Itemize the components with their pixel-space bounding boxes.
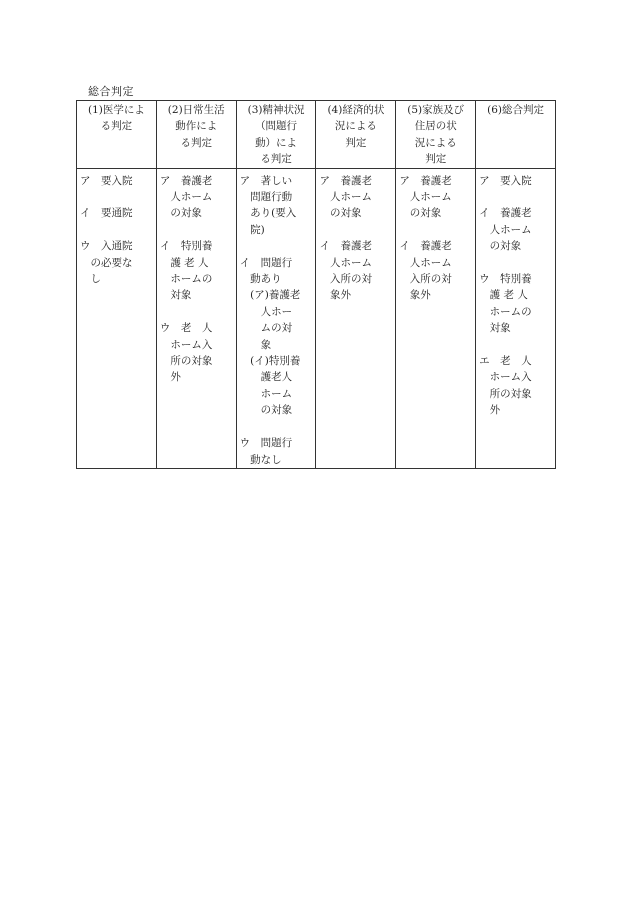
header-line: る判定 <box>100 120 133 133</box>
header-line: (5)家族及び <box>407 104 465 116</box>
option-line: 問題行動 <box>239 191 293 204</box>
option-line: エ 老 人 <box>479 355 532 368</box>
header-line: る判定 <box>180 136 212 149</box>
option-spacer <box>479 337 552 353</box>
option-line: 所の対象 <box>159 355 213 368</box>
option-line: の対象 <box>159 207 202 220</box>
option-line: 護老人 <box>239 371 293 384</box>
option-line: あり(要入 <box>239 207 297 220</box>
option-line: 外 <box>159 371 181 384</box>
option-spacer <box>240 419 313 435</box>
option-line: ウ 特別養 <box>479 273 532 286</box>
body-cell-mental <box>236 168 316 468</box>
header-line: (3)精神状況 <box>247 104 305 116</box>
header-line: 動作によ <box>175 120 218 133</box>
option-line: ホーム入 <box>479 371 532 384</box>
option-line: の対象 <box>479 240 522 253</box>
option-line: 護 老 人 <box>479 289 528 302</box>
option-line: し <box>80 273 101 286</box>
option-line: ホームの <box>479 305 532 318</box>
option-line: イ 養護老 <box>479 207 532 220</box>
header-line: る判定 <box>260 153 292 166</box>
option-line: 動あり <box>239 273 282 286</box>
option-spacer <box>240 238 313 254</box>
option-spacer <box>160 222 233 238</box>
header-row <box>77 101 556 169</box>
option-line: (ア)養護老 <box>239 289 301 302</box>
option-line: ムの対 <box>239 322 293 335</box>
option-line: イ 特別養 <box>159 240 213 253</box>
header-cell-medical <box>77 101 157 169</box>
option-line: イ 養護老 <box>319 240 372 253</box>
option-line: 象 <box>239 338 272 351</box>
option-spacer <box>479 189 552 205</box>
option-line: ホーム <box>239 387 293 400</box>
option-line: の対象 <box>319 207 362 220</box>
header-line: 動）によ <box>255 136 298 149</box>
header-line: 況による <box>334 120 377 133</box>
option-line: ウ 入通院 <box>80 240 133 253</box>
body-cell-family-housing <box>396 168 476 468</box>
header-cell-mental <box>236 101 316 169</box>
option-line: 象外 <box>399 289 431 302</box>
body-cell-daily-living <box>156 168 236 468</box>
option-line: 所の対象 <box>479 387 532 400</box>
option-spacer <box>399 222 472 238</box>
option-line: ホームの <box>159 273 213 286</box>
option-line: イ 要通院 <box>80 207 133 220</box>
body-cell-economic <box>316 168 396 468</box>
option-line: 入所の対 <box>319 273 372 286</box>
option-line: 対象 <box>159 289 192 302</box>
option-line: 動なし <box>239 453 282 466</box>
header-cell-family-housing <box>396 101 476 169</box>
option-line: ウ 老 人 <box>159 322 213 335</box>
option-line: 人ホーム <box>159 191 213 204</box>
header-cell-daily-living <box>156 101 236 169</box>
option-line: ウ 問題行 <box>239 437 293 450</box>
header-line: 判定 <box>425 153 447 166</box>
option-spacer <box>319 222 392 238</box>
option-line: 院) <box>239 223 265 236</box>
option-line: の対象 <box>399 207 442 220</box>
header-line: (2)日常生活 <box>167 104 225 116</box>
option-line: (イ)特別養 <box>239 355 301 368</box>
body-cell-medical <box>77 168 157 468</box>
option-spacer <box>80 189 153 205</box>
option-line: 人ホーム <box>479 223 532 236</box>
header-line: 住居の状 <box>414 120 457 133</box>
option-line: 象外 <box>319 289 351 302</box>
header-cell-economic <box>316 101 396 169</box>
option-line: 対象 <box>479 322 511 335</box>
header-line: (4)経済的状 <box>327 104 385 116</box>
option-line: の必要な <box>80 256 133 269</box>
option-line: ア 著しい <box>239 174 293 187</box>
document-title: 総合判定 <box>88 85 134 98</box>
option-line: 人ホー <box>239 305 293 318</box>
header-line: 判定 <box>345 136 367 149</box>
body-row <box>77 168 556 468</box>
option-line: 入所の対 <box>399 273 452 286</box>
option-line: ア 養護老 <box>319 174 372 187</box>
header-cell-overall <box>476 101 556 169</box>
option-line: ア 要入院 <box>80 174 133 187</box>
option-line: ア 要入院 <box>479 174 532 187</box>
option-line: イ 養護老 <box>399 240 452 253</box>
option-line: 人ホーム <box>319 191 372 204</box>
option-line: ホーム入 <box>159 338 213 351</box>
header-line: 況による <box>414 136 457 149</box>
header-line: （問題行 <box>255 120 298 133</box>
option-line: イ 問題行 <box>239 256 293 269</box>
option-line: 外 <box>479 404 501 417</box>
option-line: 人ホーム <box>319 256 372 269</box>
header-line: (1)医学によ <box>87 104 145 116</box>
option-line: の対象 <box>239 404 293 417</box>
header-line: (6)総合判定 <box>487 104 544 116</box>
option-spacer <box>479 255 552 271</box>
option-spacer <box>80 222 153 238</box>
body-cell-overall <box>476 168 556 468</box>
option-line: ア 養護老 <box>159 174 213 187</box>
judgment-table <box>76 100 556 469</box>
option-line: 人ホーム <box>399 191 452 204</box>
option-line: 人ホーム <box>399 256 452 269</box>
option-spacer <box>160 304 233 320</box>
option-line: ア 養護老 <box>399 174 452 187</box>
option-line: 護 老 人 <box>159 256 209 269</box>
